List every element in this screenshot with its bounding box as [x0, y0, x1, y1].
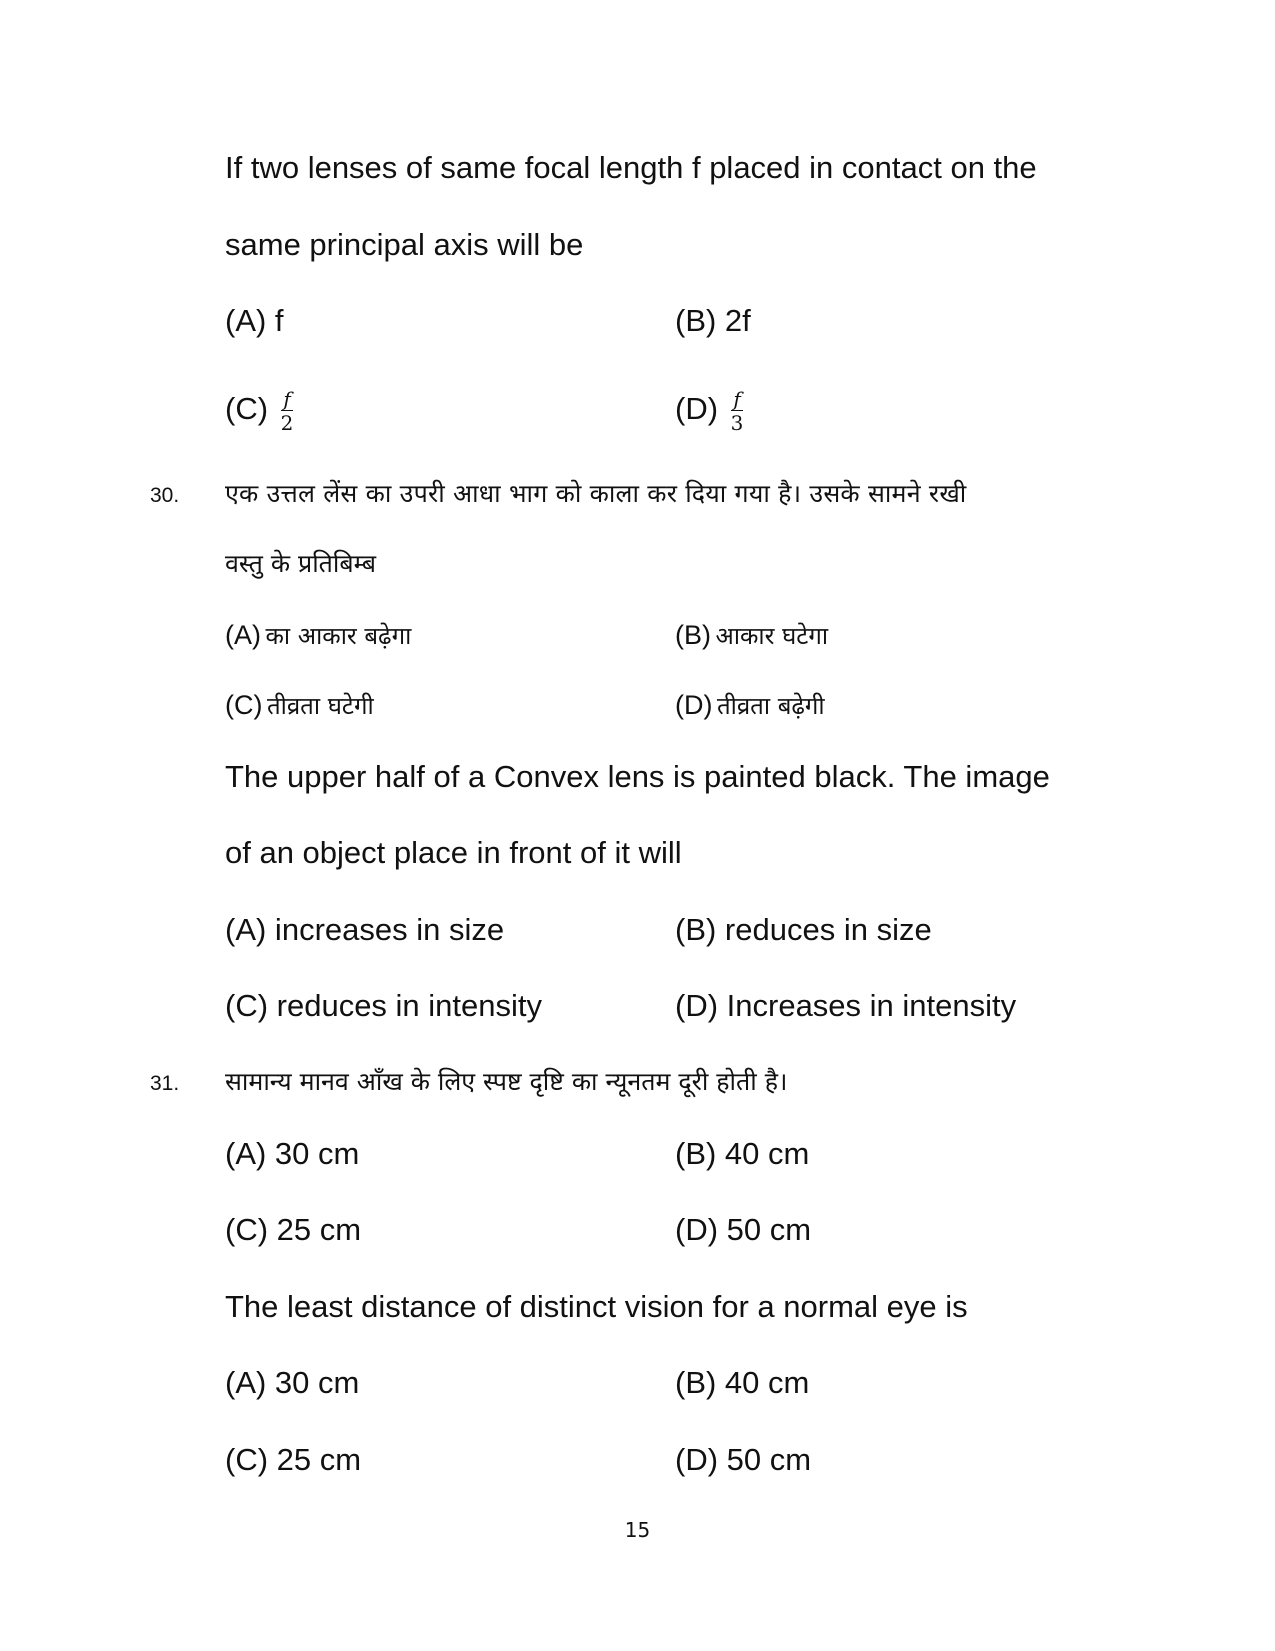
q29-en-line2: same principal axis will be — [225, 227, 584, 262]
q30-hi-line2: वस्तु के प्रतिबिम्ब — [225, 549, 377, 578]
q30-hi-option-b-text: आकार घटेगा — [715, 622, 829, 650]
q30-hi-option-c-label: (C) — [225, 690, 263, 720]
fraction-denominator: 3 — [730, 411, 744, 435]
q31-hi-option-d: (D) 50 cm — [675, 1212, 812, 1247]
q30-en-line1: The upper half of a Convex lens is painted black. The image — [225, 759, 1050, 794]
q30-en-option-a: (A) increases in size — [225, 912, 505, 947]
q30-en-option-d: (D) Increases in intensity — [675, 988, 1017, 1023]
q31-en-option-c: (C) 25 cm — [225, 1442, 362, 1477]
q30-hi-option-b-label: (B) — [675, 620, 711, 650]
q30-hi-option-a — [225, 619, 411, 656]
q30-hi-option-d — [675, 689, 825, 726]
q31-number: 31. — [150, 1072, 180, 1095]
q29-en-option-d — [675, 388, 743, 434]
q30-en-option-c: (C) reduces in intensity — [225, 988, 543, 1023]
q31-hi-option-a: (A) 30 cm — [225, 1136, 360, 1171]
q29-en-option-a: (A) f — [225, 303, 284, 338]
q31-en-line1: The least distance of distinct vision for a normal eye is — [225, 1289, 968, 1324]
fraction-numerator: f — [733, 387, 741, 411]
page-number: 15 — [624, 1518, 651, 1542]
q30-hi-option-b — [675, 619, 828, 656]
q30-hi-line1: एक उत्तल लेंस का उपरी आधा भाग को काला कर दिया गया है। उसके सामने रखी — [225, 479, 967, 508]
q30-hi-option-a-label: (A) — [225, 620, 261, 650]
q30-hi-option-c-text: तीव्रता घटेगी — [266, 692, 374, 720]
q31-hi-line1: सामान्य मानव आँख के लिए स्पष्ट दृष्टि का न्यूनतम दूरी होती है। — [225, 1067, 788, 1096]
q30-en-line2: of an object place in front of it will — [225, 835, 682, 870]
q29-en-option-c — [225, 388, 293, 434]
q30-en-option-b: (B) reduces in size — [675, 912, 932, 947]
q29-en-option-b: (B) 2f — [675, 303, 751, 338]
q30-hi-option-d-text: तीव्रता बढ़ेगी — [716, 692, 825, 720]
q29-en-option-d-label: (D) — [675, 391, 719, 427]
fraction-numerator: f — [283, 387, 291, 411]
q31-hi-option-c: (C) 25 cm — [225, 1212, 362, 1247]
fraction-denominator: 2 — [280, 411, 294, 435]
q30-hi-option-d-label: (D) — [675, 690, 713, 720]
q29-en-option-c-label: (C) — [225, 391, 269, 427]
q31-hi-option-b: (B) 40 cm — [675, 1136, 810, 1171]
fraction-f-over-3 — [731, 388, 744, 434]
q30-hi-option-a-text: का आकार बढ़ेगा — [265, 622, 412, 650]
fraction-f-over-2 — [281, 388, 294, 434]
q31-en-option-b: (B) 40 cm — [675, 1365, 810, 1400]
q31-en-option-d: (D) 50 cm — [675, 1442, 812, 1477]
q29-en-line1: If two lenses of same focal length f placed in contact on the — [225, 150, 1037, 185]
q31-en-option-a: (A) 30 cm — [225, 1365, 360, 1400]
q30-number: 30. — [150, 484, 180, 507]
q30-hi-option-c — [225, 689, 374, 726]
